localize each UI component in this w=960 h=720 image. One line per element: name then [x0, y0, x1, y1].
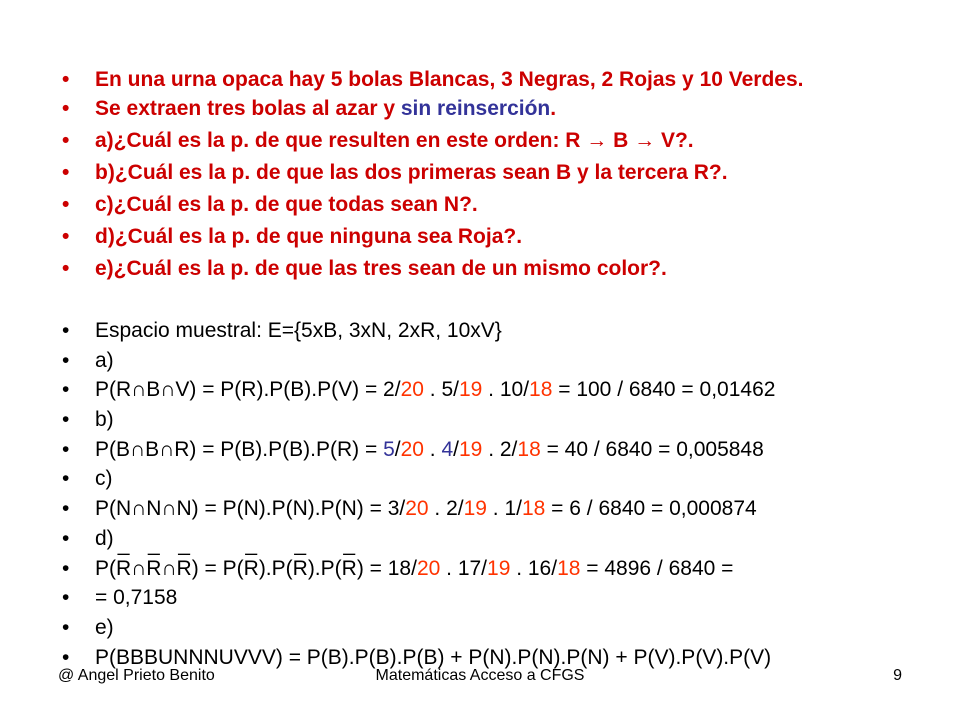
result-text: = 0,7158 — [95, 586, 178, 610]
formula-text: ) — [356, 556, 364, 580]
not-red-symbol — [146, 532, 162, 581]
bullet: • — [62, 526, 70, 550]
formula-text: P(N∩N∩N) = P(N).P(N).P(N) = 3/ — [95, 497, 406, 521]
slash: / — [394, 437, 401, 461]
bullet: • — [62, 378, 70, 402]
question-c — [62, 192, 922, 218]
symbol-r: R — [243, 556, 259, 580]
problem-text: . — [550, 97, 557, 120]
slash: / — [453, 437, 459, 461]
formula-text: . 2/ — [428, 497, 464, 521]
overbar: _ — [148, 532, 160, 556]
question-text: b)¿Cuál es la p. de que las dos primeras sean B y la tercera R?. — [95, 161, 728, 184]
solution-d-result — [62, 585, 942, 615]
not-red-symbol — [292, 532, 308, 581]
overbar: _ — [294, 532, 307, 556]
solution-list — [62, 318, 942, 674]
problem-extraction — [62, 96, 922, 122]
formula-text: . 17/ — [440, 556, 488, 580]
denominator-19: 19 — [459, 437, 483, 461]
footer-author: @ Angel Prieto Benito — [58, 667, 215, 684]
bullet: • — [62, 193, 70, 216]
denominator-18: 18 — [529, 378, 553, 402]
bullet: • — [62, 257, 70, 280]
denominator-18: 18 — [521, 497, 546, 521]
question-b — [62, 160, 922, 186]
label-text: e) — [95, 615, 114, 639]
bullet: • — [62, 437, 70, 461]
denominator-19: 19 — [458, 378, 483, 402]
formula-text: . 1/ — [486, 497, 522, 521]
denominator-18: 18 — [517, 437, 541, 461]
formula-text: ).P( — [307, 556, 342, 580]
not-red-symbol — [243, 532, 259, 581]
symbol-r: R — [146, 556, 162, 580]
bullet: • — [62, 129, 70, 152]
denominator-20: 20 — [416, 556, 441, 580]
symbol-r: R — [292, 556, 308, 580]
bullet: • — [62, 408, 70, 432]
question-text: a)¿Cuál es la p. de que resulten en este orden: R → B → V?. — [95, 129, 694, 152]
question-text: c)¿Cuál es la p. de que todas sean N?. — [95, 193, 478, 216]
solution-e-label — [62, 615, 942, 645]
formula-text: . 2/ — [482, 437, 518, 461]
not-red-symbol — [341, 532, 357, 581]
solution-a-formula — [62, 377, 942, 407]
formula-text: ).P( — [258, 556, 293, 580]
bullet: • — [62, 161, 70, 184]
solution-b-formula — [62, 437, 942, 467]
overbar: _ — [117, 532, 130, 556]
bullet: • — [62, 556, 70, 580]
sample-space-line — [62, 318, 942, 348]
formula-text: = 18/ — [363, 556, 417, 580]
sample-space-text: Espacio muestral: E={5xB, 3xN, 2xR, 10xV} — [95, 319, 502, 342]
solution-d-formula — [62, 532, 942, 586]
solution-c-label — [62, 466, 942, 496]
bullet: • — [62, 348, 70, 372]
formula-text: P( — [95, 556, 116, 580]
bullet: • — [62, 497, 70, 521]
denominator-20: 20 — [400, 437, 424, 461]
formula-text: . — [423, 437, 442, 461]
label-text: c) — [95, 467, 113, 491]
question-a — [62, 128, 922, 154]
bullet: • — [62, 68, 70, 91]
overbar: _ — [245, 532, 258, 556]
denominator-18: 18 — [557, 556, 581, 580]
symbol-r: R — [176, 556, 192, 580]
solution-b-label — [62, 407, 942, 437]
numerator-4: 4 — [441, 437, 454, 461]
question-d — [62, 224, 922, 250]
problem-text: Se extraen tres bolas al azar y — [95, 97, 401, 120]
problem-urn-contents — [62, 67, 922, 93]
bullet: • — [62, 319, 70, 342]
formula-result: = 100 / 6840 = 0,01462 — [552, 378, 776, 402]
intersection: ∩ — [131, 556, 147, 580]
solution-c-formula — [62, 496, 942, 526]
formula-text: ) = P( — [191, 556, 244, 580]
formula-text: P(B∩B∩R) = P(B).P(B).P(R) = — [95, 437, 384, 461]
label-text: a) — [95, 348, 114, 372]
formula-text: . 5/ — [423, 378, 459, 402]
bullet: • — [62, 97, 70, 120]
not-red-symbol — [116, 532, 132, 581]
numerator-5: 5 — [383, 437, 395, 461]
not-red-symbol — [176, 532, 192, 581]
bullet: • — [62, 615, 70, 639]
denominator-19: 19 — [487, 556, 511, 580]
page-number: 9 — [893, 667, 902, 684]
symbol-r: R — [341, 556, 357, 580]
problem-text: En una urna opaca hay 5 bolas Blancas, 3 Negras, 2 Rojas y 10 Verdes. — [95, 68, 804, 91]
overbar: _ — [178, 532, 190, 556]
formula-result: = 4896 / 6840 = — [580, 556, 734, 580]
bullet: • — [62, 586, 70, 610]
symbol-r: R — [116, 556, 132, 580]
bullet: • — [62, 645, 70, 669]
question-e — [62, 256, 922, 282]
denominator-19: 19 — [463, 497, 487, 521]
denominator-20: 20 — [400, 378, 424, 402]
solution-a-label — [62, 348, 942, 378]
problem-statement-list — [62, 67, 922, 288]
label-text: b) — [95, 408, 114, 432]
overbar: _ — [343, 532, 356, 556]
formula-text: P(BBBUNNNUVVV) = P(B).P(B).P(B) + P(N).P(N).P(N) + P(V).P(V).P(V) — [95, 645, 772, 669]
formula-result: = 6 / 6840 = 0,000874 — [545, 497, 757, 521]
formula-text: . 10/ — [482, 378, 530, 402]
intersection: ∩ — [161, 556, 177, 580]
formula-text: . 16/ — [510, 556, 558, 580]
question-text: d)¿Cuál es la p. de que ninguna sea Roja?. — [95, 225, 523, 248]
question-text: e)¿Cuál es la p. de que las tres sean de un mismo color?. — [95, 257, 667, 280]
bullet: • — [62, 467, 70, 491]
formula-result: = 40 / 6840 = 0,005848 — [540, 437, 764, 461]
solution-d-label — [62, 526, 942, 556]
label-text: d) — [95, 526, 114, 550]
bullet: • — [62, 225, 70, 248]
highlight-no-replacement: sin reinserción — [400, 97, 551, 120]
formula-text: P(R∩B∩V) = P(R).P(B).P(V) = 2/ — [95, 378, 401, 402]
footer-course: Matemáticas Acceso a CFGS — [375, 667, 585, 684]
denominator-20: 20 — [405, 497, 429, 521]
